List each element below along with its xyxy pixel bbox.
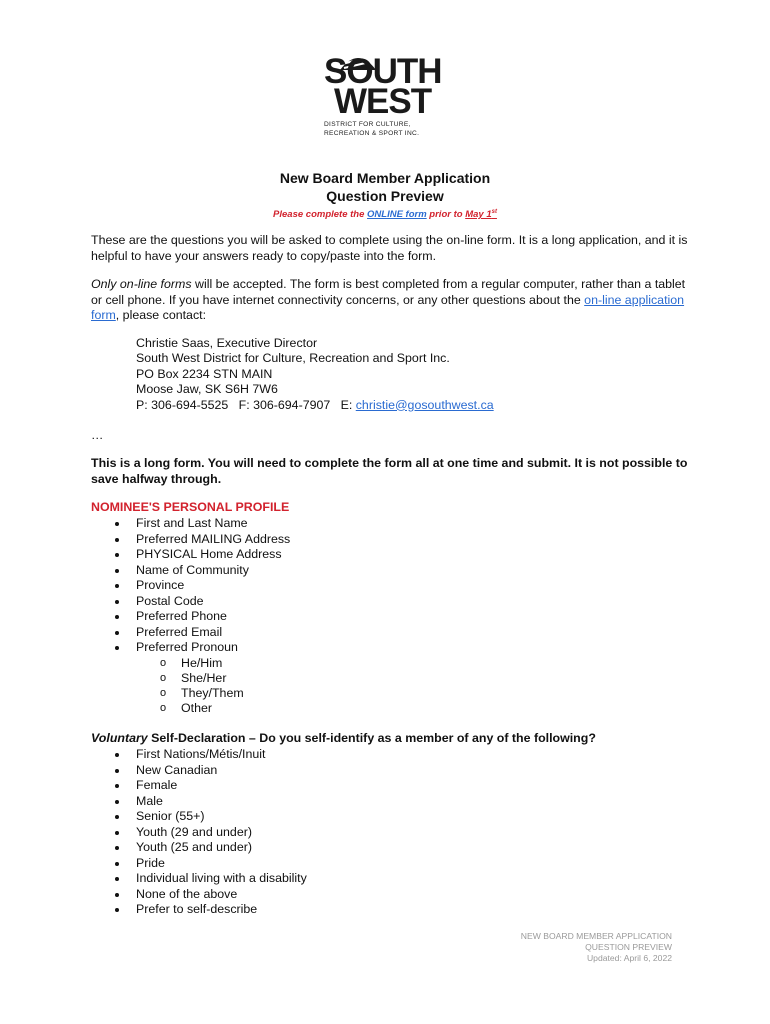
list-item: Preferred Email [115,625,290,641]
online-only-italic: Only on-line forms [91,277,192,291]
sub-bullet-icon: o [160,656,167,669]
bullet-icon [115,815,119,819]
contact-po-box: PO Box 2234 STN MAIN [136,366,273,381]
contact-city: Moose Jaw, SK S6H 7W6 [136,382,278,397]
application-form-link[interactable]: on-line application form [91,292,685,323]
page-subtitle: Question Preview [326,188,444,204]
list-item: First Nations/Métis/Inuit [115,747,307,763]
logo-text-south: SOUTH [324,52,442,91]
list-item: Postal Code [115,594,290,610]
section-heading-personal-profile: NOMINEE'S PERSONAL PROFILE [91,500,290,514]
bullet-icon [115,862,119,866]
bullet-icon [115,846,119,850]
footer-line: NEW BOARD MEMBER APPLICATION [520,931,672,941]
list-item: Name of Community [115,563,290,579]
logo-tagline-line: RECREATION & SPORT INC. [324,130,420,137]
list-item: Province [115,578,290,594]
list-item: Youth (25 and under) [115,840,307,856]
bullet-icon [115,553,119,557]
list-item: Preferred Pronoun o He/Him o She/Her o They/Them o Other [115,640,290,716]
contact-block [136,336,494,413]
pronoun-option: o Other [160,701,212,716]
sub-bullet-icon: o [160,671,167,684]
page-footer [521,931,672,964]
bullet-icon [115,877,119,881]
list-item: PHYSICAL Home Address [115,547,290,563]
bullet-icon [115,769,119,773]
logo-tagline [324,120,454,138]
bullet-icon [115,800,119,804]
list-item: None of the above [115,887,307,903]
ellipsis: … [91,428,104,442]
list-item: Prefer to self-describe [115,902,307,918]
deadline-date: May 1st [465,209,497,221]
list-item: Youth (29 and under) [115,825,307,841]
list-item: Preferred Phone [115,609,290,625]
footer-line: QUESTION PREVIEW [585,942,672,952]
list-item: New Canadian [115,763,307,779]
online-only-paragraph [91,277,691,324]
pronoun-options [136,656,290,717]
list-item: Male [115,794,307,810]
bullet-icon [115,600,119,604]
bullet-icon [115,646,119,650]
bullet-icon [115,908,119,912]
contact-email-link[interactable]: christie@gosouthwest.ca [355,397,494,412]
bullet-icon [115,631,119,635]
organization-logo [318,44,454,144]
bullet-icon [115,831,119,835]
self-declaration-italic: Voluntary [91,731,148,745]
intro-paragraph: These are the questions you will be asked to complete using the on-line form. It is a long application, and it is helpful to have your answers ready to copy/paste into the form. [91,233,688,263]
pronoun-option: o She/Her [160,670,227,685]
logo-text-west: WEST [334,82,432,121]
list-item: Female [115,778,307,794]
pronoun-option: o He/Him [160,655,223,670]
deadline-middle: prior to [426,209,466,221]
bullet-icon [115,569,119,573]
pronoun-option: o They/Them [160,685,244,700]
logo-tagline-line: DISTRICT FOR CULTURE, [324,121,411,128]
page-title: New Board Member Application [279,170,491,186]
online-form-link[interactable]: ONLINE form [367,209,427,221]
online-only-text: will be accepted. The form is best completed from a regular computer, rather than a tablet or cell phone. If you have internet connectivity concerns, or any other questions about the [91,277,686,307]
list-item: Preferred MAILING Address [115,532,290,548]
bullet-icon [115,784,119,788]
self-declaration-list [115,747,307,918]
long-form-warning: This is a long form. You will need to complete the form all at one time and submit. It is not possible to save halfway through. [91,456,688,486]
list-item: Senior (55+) [115,809,307,825]
sub-bullet-icon: o [160,702,167,715]
sub-bullet-icon: o [160,686,167,699]
deadline-notice [0,205,770,223]
bullet-icon [115,893,119,897]
list-item: Individual living with a disability [115,871,307,887]
bullet-icon [115,584,119,588]
bullet-icon [115,538,119,542]
list-item: Pride [115,856,307,872]
bullet-icon [115,753,119,757]
bullet-icon [115,615,119,619]
list-item: First and Last Name [115,516,290,532]
bullet-icon [115,522,119,526]
online-only-end: , please contact: [115,308,207,323]
personal-profile-list [115,516,290,716]
contact-organization: South West District for Culture, Recreation and Sport Inc. [136,351,450,366]
footer-updated-date: Updated: April 6, 2022 [586,953,672,963]
contact-name: Christie Saas, Executive Director [136,336,318,350]
section-heading-self-declaration: Voluntary Self-Declaration – Do you self-identify as a member of any of the following? [91,731,596,745]
deadline-prefix: Please complete the [273,209,368,221]
contact-phones: P: 306-694-5525 F: 306-694-7907 E: christie@gosouthwest.ca [136,397,494,412]
